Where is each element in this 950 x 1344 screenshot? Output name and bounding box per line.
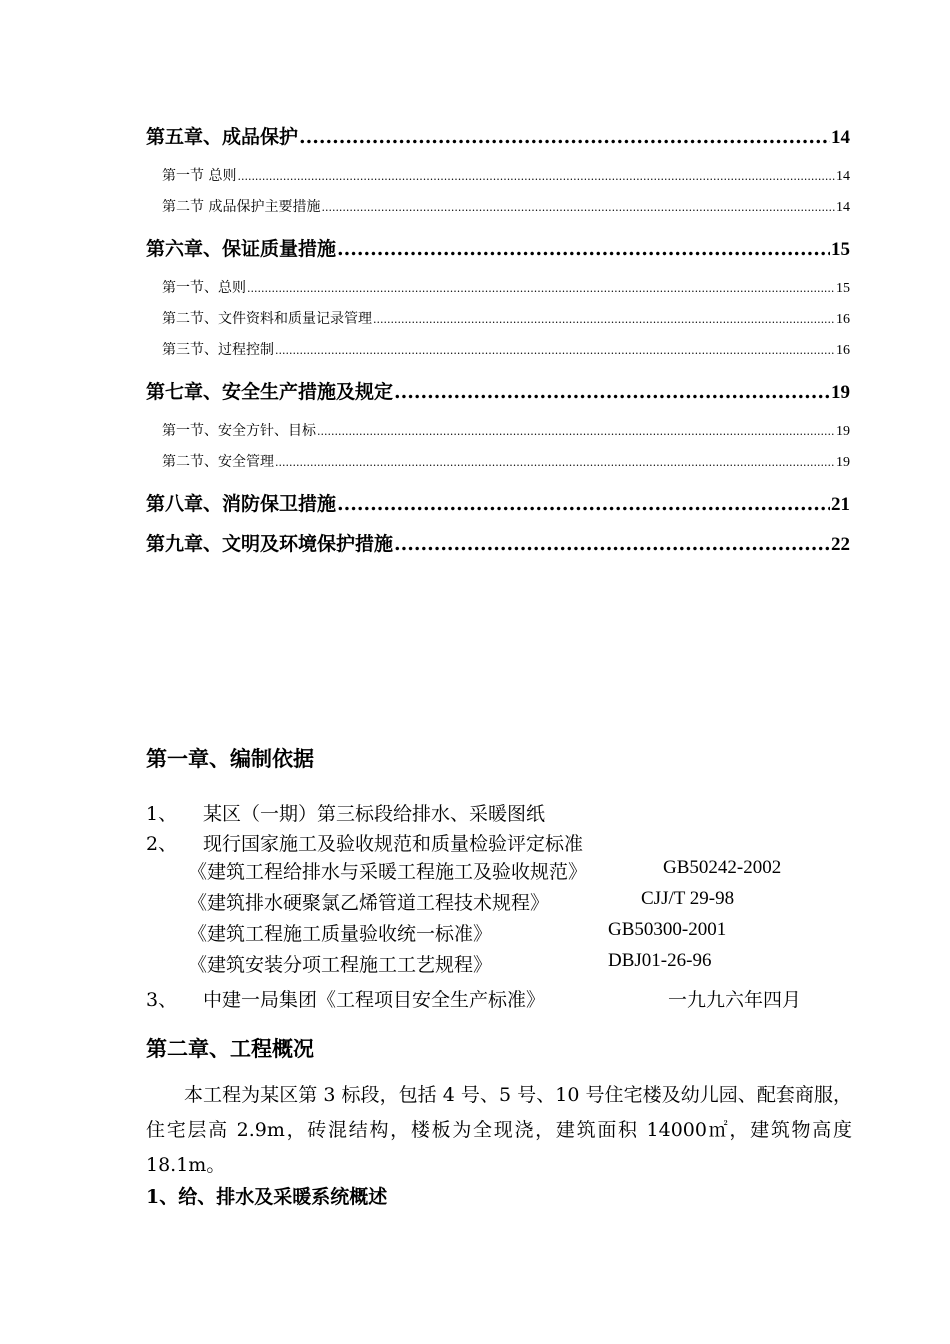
standard-name: 《建筑工程施工质量验收统一标准》 [188,923,493,945]
toc-page: 15 [831,239,850,260]
standard-name: 《建筑排水硬聚氯乙烯管道工程技术规程》 [188,892,550,914]
toc-page: 19 [831,382,850,403]
standard-code: GB50300-2001 [608,919,727,940]
toc-chapter-9[interactable] [146,529,850,553]
basis-item-number: 1、 [146,803,178,825]
toc-label: 第一节 总则 [162,168,237,184]
toc-page: 16 [836,343,850,358]
toc-leader [321,201,835,214]
basis-item-text: 某区（一期）第三标段给排水、采暖图纸 [203,803,546,825]
toc-page: 19 [836,424,850,439]
toc-label: 第六章、保证质量措施 [146,238,337,260]
toc-leader [373,313,835,326]
toc-section[interactable] [162,277,850,295]
toc-chapter-7[interactable] [146,377,850,401]
toc-chapter-6[interactable] [146,234,850,258]
toc-page: 14 [831,127,850,148]
standard-name: 《建筑安装分项工程施工工艺规程》 [188,954,493,976]
chapter-1-heading: 第一章、编制依据 [146,746,314,771]
toc-section[interactable] [162,420,850,438]
toc-label: 第一节、总则 [162,280,246,296]
toc-leader [275,456,835,469]
toc-page: 19 [836,455,850,470]
toc-label: 第三节、过程控制 [162,342,274,358]
toc-section[interactable] [162,308,850,326]
basis-item-text: 中建一局集团《工程项目安全生产标准》 [203,989,546,1011]
toc-page: 21 [831,494,850,515]
standard-name: 《建筑工程给排水与采暖工程施工及验收规范》 [188,861,588,883]
toc-label: 第七章、安全生产措施及规定 [146,381,394,403]
toc-leader [317,425,835,438]
standard-code: GB50242-2002 [663,857,782,878]
chapter-2-heading: 第二章、工程概况 [146,1036,314,1061]
toc-page: 14 [836,200,850,215]
basis-item-date: 一九九六年四月 [668,989,802,1011]
toc-label: 第九章、文明及环境保护措施 [146,533,394,555]
standard-code: DBJ01-26-96 [608,950,712,971]
toc-page: 15 [836,281,850,296]
basis-item-number: 2、 [146,833,178,855]
toc-section[interactable] [162,339,850,357]
toc-label: 第二节、文件资料和质量记录管理 [162,311,372,327]
toc-section[interactable] [162,451,850,469]
toc-chapter-5[interactable] [146,122,850,146]
toc-label: 第二节 成品保护主要措施 [162,199,321,215]
toc-leader [247,282,835,295]
toc-section[interactable] [162,165,850,183]
standard-code: CJJ/T 29-98 [641,888,735,909]
system-overview-subheading: 1、给、排水及采暖系统概述 [146,1186,388,1208]
toc-leader [394,533,830,555]
basis-item-number: 3、 [146,989,178,1011]
toc-label: 第二节、安全管理 [162,454,274,470]
toc-label: 第一节、安全方针、目标 [162,423,316,439]
toc-label: 第八章、消防保卫措施 [146,493,337,515]
toc-page: 22 [831,534,850,555]
toc-label: 第五章、成品保护 [146,126,299,148]
toc-leader [394,381,830,403]
toc-leader [275,344,835,357]
toc-chapter-8[interactable] [146,489,850,513]
toc-section[interactable] [162,196,850,214]
toc-page: 16 [836,312,850,327]
toc-leader [237,170,835,183]
basis-item-text: 现行国家施工及验收规范和质量检验评定标准 [203,833,584,855]
toc-page: 14 [836,169,850,184]
toc-leader [337,493,830,515]
toc-leader [299,126,830,148]
toc-leader [337,238,830,260]
project-overview-paragraph: 本工程为某区第 3 标段，包括 4 号、5 号、10 号住宅楼及幼儿园、配套商服，住宅层高 2.9m，砖混结构，楼板为全现浇，建筑面积 14000㎡，建筑物高度 18.1m。 [146,1084,852,1176]
